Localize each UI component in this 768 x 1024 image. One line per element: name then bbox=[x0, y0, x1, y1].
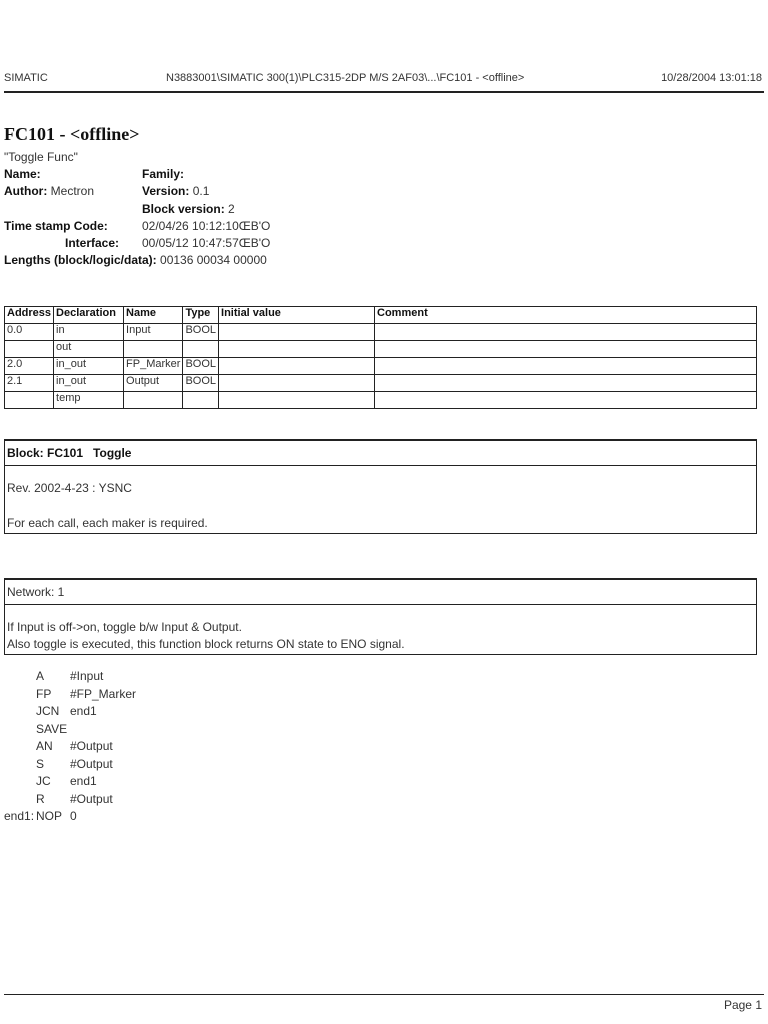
header-path: N3883001\SIMATIC 300(1)\PLC315-2DP M/S 2AF03\...\FC101 - <offline> bbox=[166, 72, 525, 84]
cell-name: FP_Marker bbox=[124, 358, 183, 375]
code-arg: #Input bbox=[70, 669, 104, 683]
block-comment-line: For each call, each maker is required. bbox=[7, 516, 208, 530]
table-row bbox=[5, 358, 757, 375]
timestamp-code-value: 02/04/26 10:12:10ŒB'O bbox=[142, 219, 271, 233]
column-header: Initial value bbox=[219, 307, 375, 324]
column-header: Comment bbox=[375, 307, 757, 324]
cell-name: Output bbox=[124, 375, 183, 392]
interface-label: Interface: bbox=[65, 236, 120, 250]
column-header: Address bbox=[5, 307, 54, 324]
cell-declaration: in_out bbox=[54, 358, 124, 375]
family-label: Family: bbox=[142, 167, 185, 181]
network-comment-line: Also toggle is executed, this function block returns ON state to ENO signal. bbox=[7, 637, 405, 651]
cell-comment bbox=[375, 324, 757, 341]
block-comment-box bbox=[4, 439, 757, 534]
code-op: R bbox=[36, 791, 45, 806]
author-label: Author: bbox=[4, 184, 48, 198]
code-arg: #Output bbox=[70, 739, 113, 753]
author-value: Mectron bbox=[50, 184, 95, 198]
block-version-label: Block version: bbox=[142, 202, 225, 216]
code-line bbox=[4, 721, 136, 739]
header-app-name: SIMATIC bbox=[4, 72, 48, 84]
code-line bbox=[4, 756, 136, 774]
code-line bbox=[4, 773, 136, 791]
table-header-row bbox=[5, 307, 757, 324]
footer-rule bbox=[4, 994, 764, 995]
cell-initial-value bbox=[219, 341, 375, 358]
code-line bbox=[4, 808, 136, 826]
block-name: Toggle bbox=[93, 446, 132, 460]
code-arg: #Output bbox=[70, 756, 113, 771]
cell-type: BOOL bbox=[183, 375, 219, 392]
interface-value: 00/05/12 10:47:57ŒB'O bbox=[142, 236, 271, 250]
cell-type bbox=[183, 392, 219, 409]
column-header: Type bbox=[183, 307, 219, 324]
cell-declaration: temp bbox=[54, 392, 124, 409]
table-row bbox=[5, 392, 757, 409]
declaration-table bbox=[4, 306, 757, 409]
function-name: "Toggle Func" bbox=[4, 150, 78, 164]
cell-declaration: in bbox=[54, 324, 124, 341]
cell-comment bbox=[375, 341, 757, 358]
column-header: Name bbox=[124, 307, 183, 324]
code-arg: end1 bbox=[70, 704, 97, 718]
code-op: FP bbox=[36, 686, 52, 701]
code-arg: end1 bbox=[70, 774, 97, 788]
code-arg: #Output bbox=[70, 791, 113, 806]
cell-initial-value bbox=[219, 375, 375, 392]
cell-comment bbox=[375, 392, 757, 409]
version-value: 0.1 bbox=[192, 184, 210, 198]
block-version-value: 2 bbox=[228, 202, 235, 216]
table-row bbox=[5, 341, 757, 358]
column-header: Declaration bbox=[54, 307, 124, 324]
cell-declaration: out bbox=[54, 341, 124, 358]
network-header: Network: 1 bbox=[5, 580, 756, 605]
cell-type: BOOL bbox=[183, 358, 219, 375]
header-rule bbox=[4, 91, 764, 93]
table-row bbox=[5, 375, 757, 392]
cell-address: 2.1 bbox=[5, 375, 54, 392]
cell-address bbox=[5, 341, 54, 358]
cell-comment bbox=[375, 358, 757, 375]
cell-name: Input bbox=[124, 324, 183, 341]
version-label: Version: bbox=[142, 184, 190, 198]
stl-code bbox=[4, 668, 136, 826]
cell-initial-value bbox=[219, 392, 375, 409]
header-datetime: 10/28/2004 13:01:18 bbox=[661, 72, 762, 84]
code-op: AN bbox=[36, 739, 53, 753]
cell-initial-value bbox=[219, 324, 375, 341]
code-op: SAVE bbox=[36, 721, 68, 736]
cell-initial-value bbox=[219, 358, 375, 375]
code-op: S bbox=[36, 756, 45, 771]
cell-name bbox=[124, 392, 183, 409]
cell-address: 2.0 bbox=[5, 358, 54, 375]
cell-address bbox=[5, 392, 54, 409]
cell-declaration: in_out bbox=[54, 375, 124, 392]
cell-address: 0.0 bbox=[5, 324, 54, 341]
table-row bbox=[5, 324, 757, 341]
code-arg: #FP_Marker bbox=[70, 686, 137, 701]
network-box bbox=[4, 578, 757, 655]
code-op: JC bbox=[36, 774, 51, 788]
code-op: A bbox=[36, 669, 45, 683]
cell-type bbox=[183, 341, 219, 358]
page-number: Page 1 bbox=[723, 998, 762, 1012]
code-line bbox=[4, 703, 136, 721]
name-label: Name: bbox=[4, 167, 41, 181]
network-comment-line: If Input is off->on, toggle b/w Input & Output. bbox=[7, 620, 242, 634]
code-op: NOP bbox=[36, 809, 63, 823]
code-label: end1: bbox=[4, 809, 35, 823]
cell-type: BOOL bbox=[183, 324, 219, 341]
code-line bbox=[4, 668, 136, 686]
block-header bbox=[5, 441, 756, 466]
code-op: JCN bbox=[36, 704, 60, 718]
code-arg: 0 bbox=[70, 809, 77, 823]
code-line bbox=[4, 738, 136, 756]
cell-comment bbox=[375, 375, 757, 392]
block-label: Block: FC101 bbox=[7, 446, 84, 460]
timestamp-code-label: Time stamp Code: bbox=[4, 219, 108, 233]
cell-name bbox=[124, 341, 183, 358]
block-comment-line: Rev. 2002-4-23 : YSNC bbox=[7, 481, 132, 495]
lengths-label: Lengths (block/logic/data): bbox=[4, 253, 157, 267]
lengths-value: 00136 00034 00000 bbox=[160, 253, 267, 267]
code-line bbox=[4, 791, 136, 809]
block-title: FC101 - <offline> bbox=[4, 124, 140, 144]
code-line bbox=[4, 686, 136, 704]
